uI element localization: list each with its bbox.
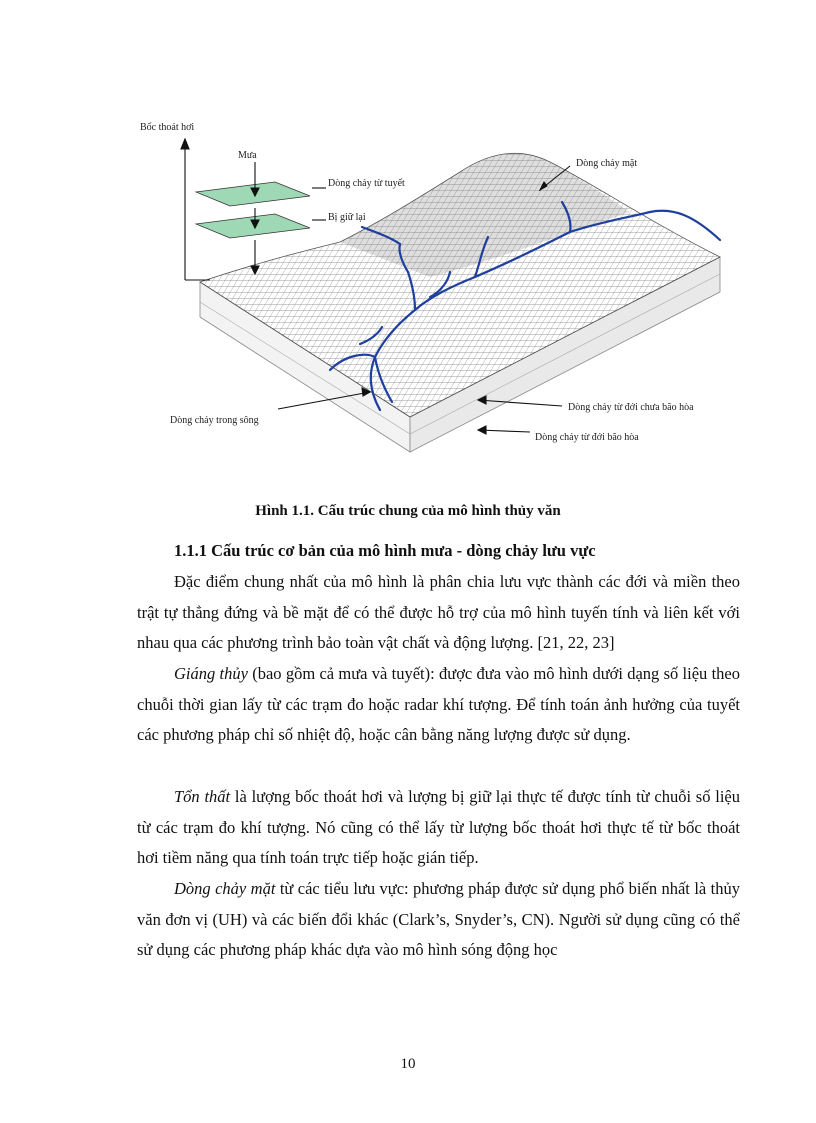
label-channel-flow: Dòng chảy trong sông	[170, 415, 259, 426]
label-evapotranspiration: Bốc thoát hơi	[140, 122, 195, 133]
figure-caption: Hình 1.1. Cấu trúc chung của mô hình thủy văn	[255, 503, 561, 519]
label-rain: Mưa	[238, 150, 257, 161]
watershed-model-figure	[130, 112, 730, 492]
paragraph: Đặc điểm chung nhất của mô hình là phân chia lưu vực thành các đới và miền theo trật tự thẳng đứng và bề mặt để có thể được hỗ trợ của mô hình tuyến tính và liên kết với nhau qua các phương trình bảo toàn vật chất và động lượng. [21, 22, 23]	[137, 572, 740, 652]
label-unsaturated-flow: Dòng chảy từ đới chưa bão hòa	[568, 402, 694, 413]
retention-layer-plate	[196, 214, 310, 238]
label-snowmelt: Dòng chảy từ tuyết	[328, 178, 405, 189]
paragraph-text: (bao gồm cả mưa và tuyết): được đưa vào mô hình dưới dạng số liệu theo chuỗi thời gian lấy từ các trạm đo hoặc radar khí tượng. Để tính toán ảnh hưởng của tuyết các phương pháp chỉ số nhiệt độ, hoặc cân bằng năng lượng được sử dụng.	[137, 664, 740, 744]
snow-layer-plate	[196, 182, 310, 206]
paragraph	[137, 659, 740, 751]
label-retained: Bị giữ lại	[328, 212, 366, 223]
section-heading: 1.1.1 Cấu trúc cơ bản của mô hình mưa - dòng chảy lưu vực	[174, 541, 596, 560]
paragraph-text: là lượng bốc thoát hơi và lượng bị giữ lại thực tế được tính từ chuỗi số liệu từ các trạm đo khí tượng. Nó cũng có thể lấy từ lượng bốc thoát hơi thực tế từ bốc thoát hơi tiềm năng qua tính toán trực tiếp hoặc gián tiếp.	[137, 787, 740, 867]
paragraph	[137, 874, 740, 966]
label-surface-runoff: Dòng chảy mặt	[576, 158, 638, 169]
paragraph-term: Tổn thất	[174, 787, 231, 806]
paragraph-term: Giáng thủy	[174, 664, 248, 683]
paragraph	[137, 782, 740, 874]
paragraph-term: Dòng chảy mặt	[174, 879, 276, 898]
paragraph-text: từ các tiểu lưu vực: phương pháp được sử dụng phổ biến nhất là thủy văn đơn vị (UH) và các biến đổi khác (Clark’s, Snyder’s, CN). Người sử dụng cũng có thể sử dụng các phương pháp khác dựa vào mô hình sóng động học	[137, 879, 740, 959]
page-number: 10	[400, 1056, 416, 1072]
label-saturated-flow: Dòng chảy từ đới bão hòa	[535, 432, 639, 443]
